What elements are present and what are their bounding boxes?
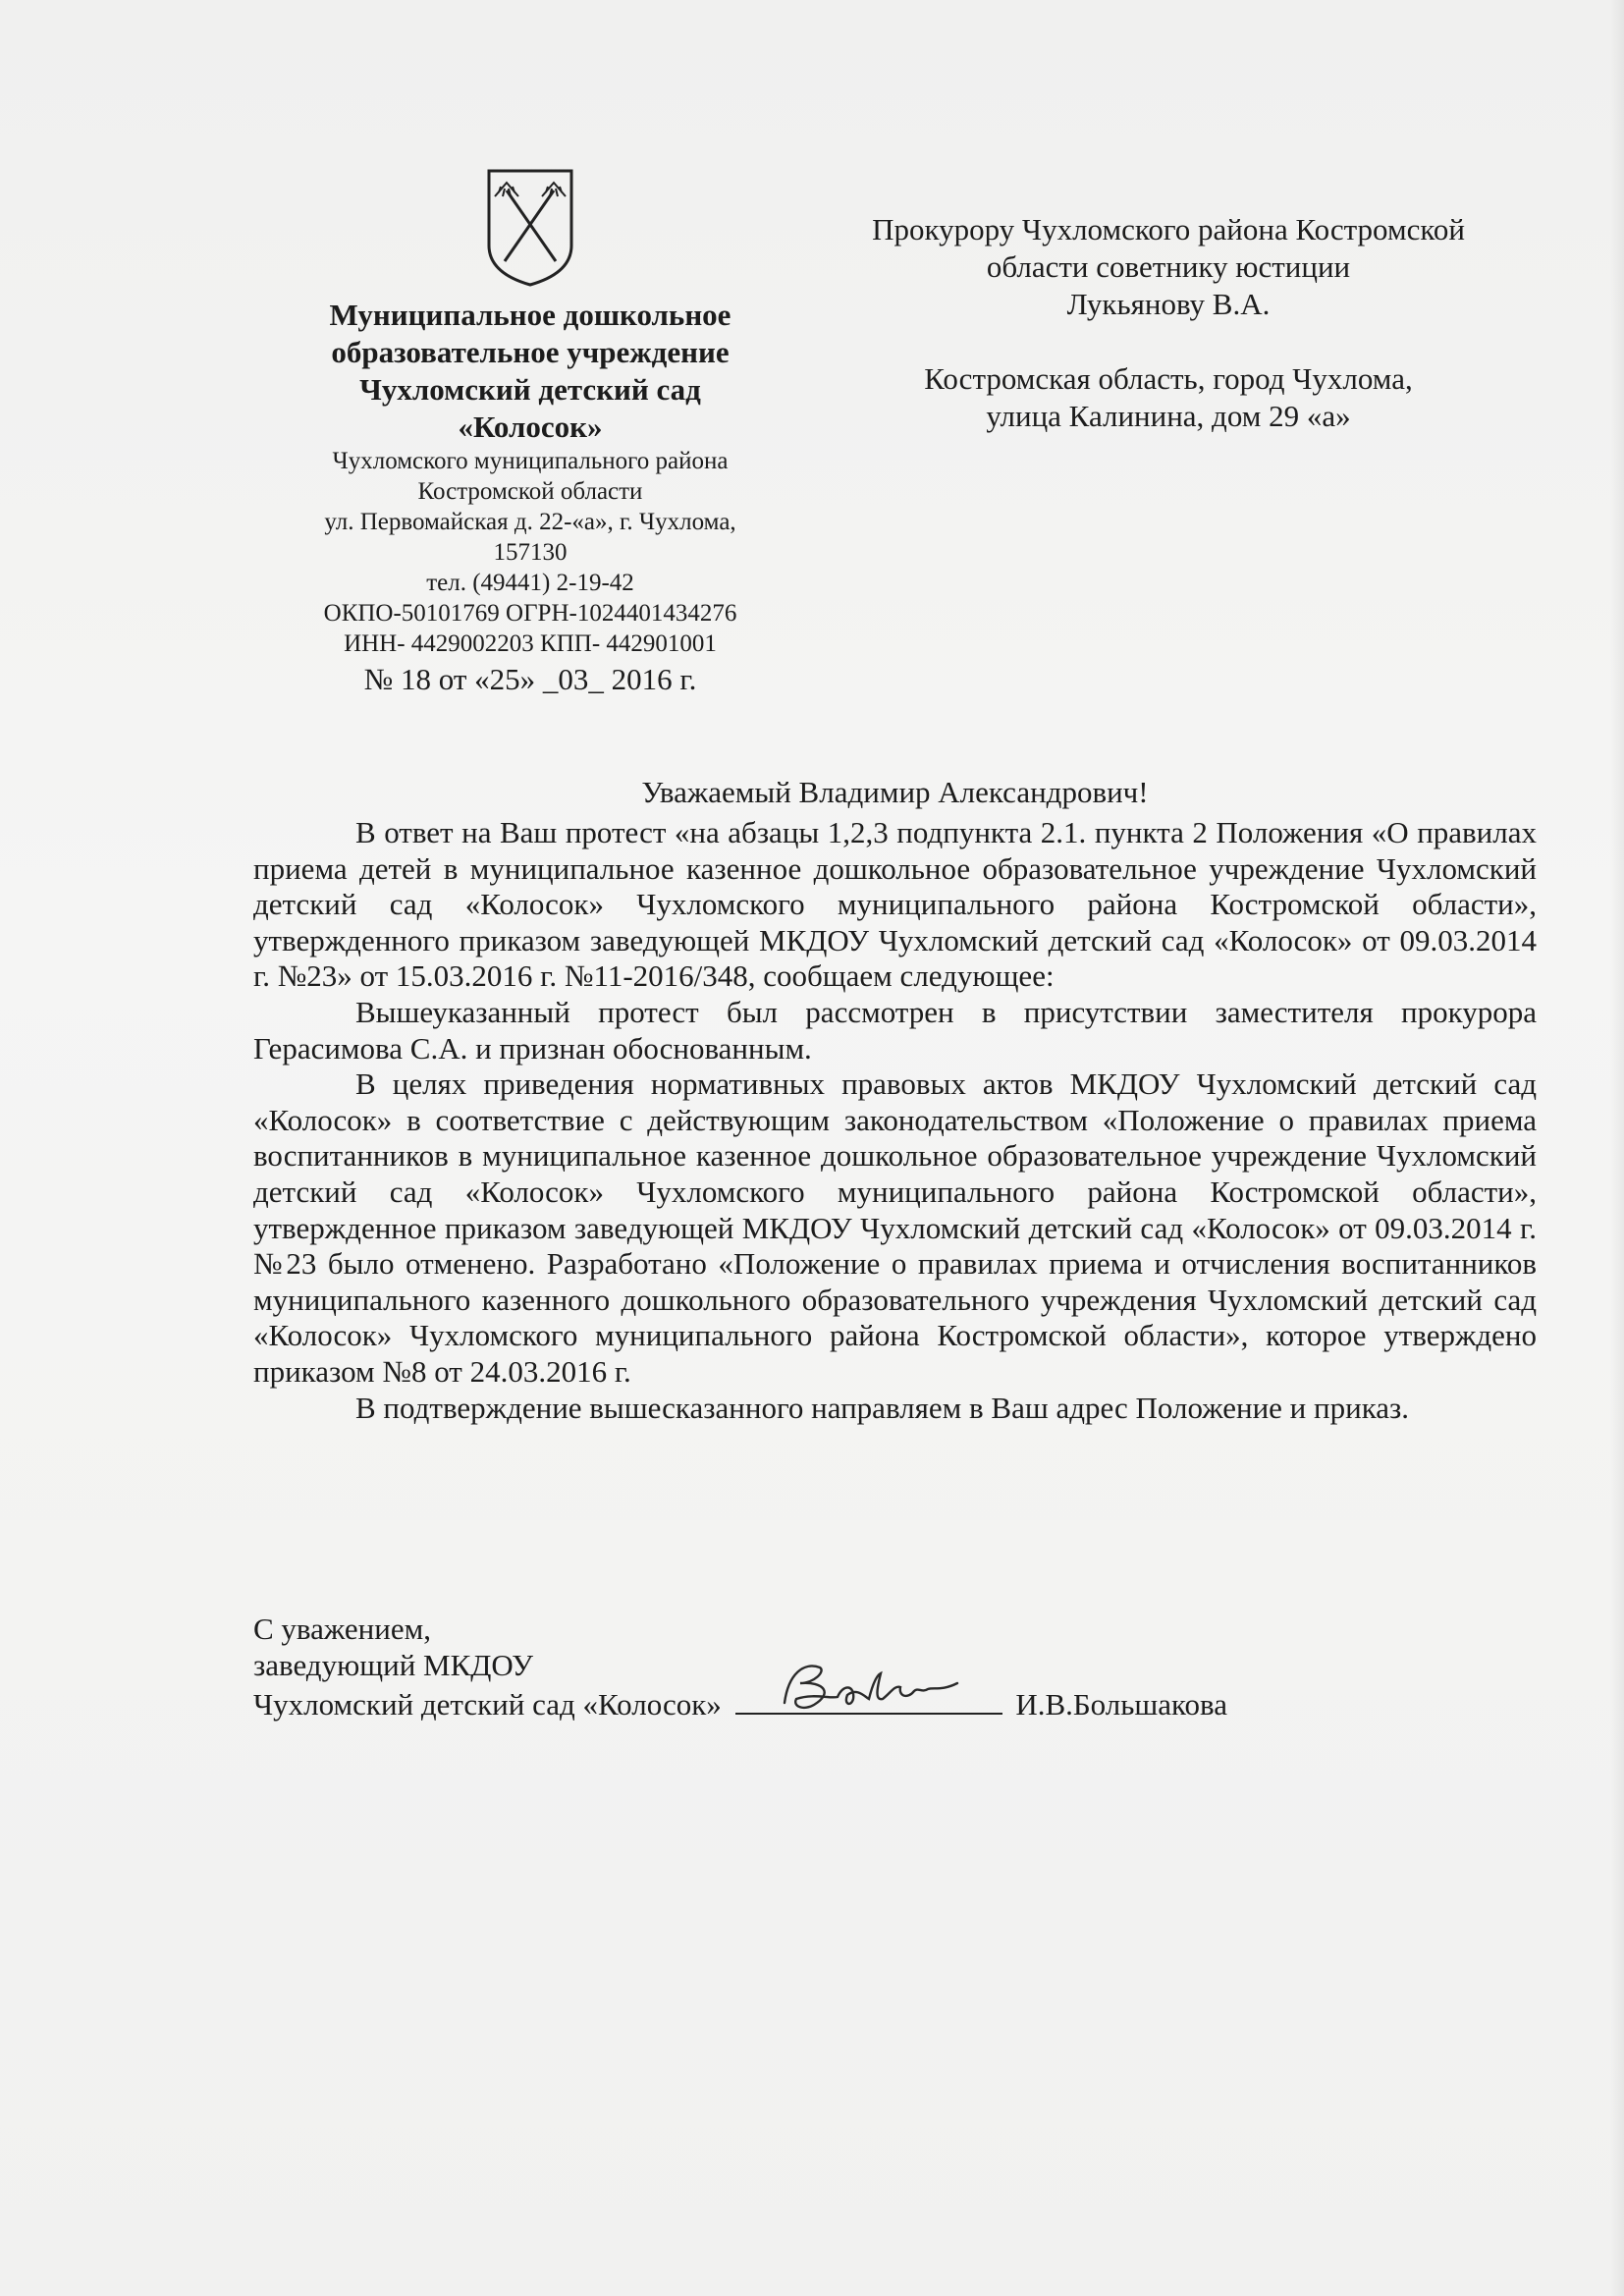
- org-detail-line: 157130: [493, 539, 568, 566]
- closing-block: [253, 1611, 1537, 1722]
- org-detail-line: Чухломского муниципального района: [332, 448, 729, 474]
- body-paragraph: В ответ на Ваш протест «на абзацы 1,2,3 подпункта 2.1. пункта 2 Положения «О правилах приема детей в муниципальное казенное дошкольное образовательное учреждение Чухломский детский сад «Колосок» Чухломского муниципального района Костромской области», утвержденного приказом заведующей МКДОУ Чухломский детский сад «Колосок» от 09.03.2014 г. №23» от 15.03.2016 г. №11-2016/348, сообщаем следующее:: [253, 815, 1537, 994]
- closing-position: заведующий МКДОУ: [253, 1648, 534, 1682]
- outgoing-number: № 18 от «25» _03_ 2016 г.: [363, 662, 697, 696]
- scan-edge-shadow: [1610, 0, 1624, 2296]
- org-name-line: Муниципальное дошкольное: [329, 298, 731, 332]
- spacer: [835, 323, 1502, 360]
- org-detail-line: Костромской области: [417, 478, 643, 505]
- signer-name: И.В.Большакова: [1015, 1687, 1227, 1722]
- org-name-line: «Колосок»: [458, 410, 603, 444]
- recipient-line: области советнику юстиции: [986, 249, 1351, 284]
- org-detail-line: ИНН- 4429002203 КПП- 442901001: [344, 630, 717, 657]
- recipient-block: [835, 211, 1502, 435]
- handwritten-signature-icon: [775, 1654, 971, 1722]
- body-paragraph: В подтверждение вышесказанного направляем в Ваш адрес Положение и приказ.: [355, 1390, 1410, 1425]
- coat-of-arms-emblem-icon: [485, 167, 575, 289]
- letter-body: [253, 815, 1537, 1426]
- sender-block: [265, 167, 795, 698]
- recipient-address-line: улица Калинина, дом 29 «а»: [986, 399, 1351, 433]
- body-paragraph: В целях приведения нормативных правовых актов МКДОУ Чухломский детский сад «Колосок» в соответствие с действующим законодательством «Положение о правилах приема воспитанников в муниципальное казенное дошкольное образовательное учреждение Чухломский детский сад «Колосок» Чухломского муниципального района Костромской области», утвержденное приказом заведующей МКДОУ Чухломский детский сад «Колосок» от 09.03.2014 г. №23 было отменено. Разработано «Положение о правилах приема и отчисления воспитанников муниципального казенного дошкольного образовательного учреждения Чухломский детский сад «Колосок» Чухломского муниципального района Костромской области», которое утверждено приказом №8 от 24.03.2016 г.: [253, 1066, 1537, 1389]
- greeting: Уважаемый Владимир Александрович!: [641, 775, 1149, 809]
- recipient-line: Лукьянову В.А.: [1066, 287, 1271, 321]
- signature-line: [735, 1683, 1002, 1715]
- closing-organization: Чухломский детский сад «Колосок»: [253, 1687, 722, 1722]
- body-paragraph: Вышеуказанный протест был рассмотрен в присутствии заместителя прокурора Герасимова С.А. и признан обоснованным.: [253, 994, 1537, 1066]
- signature-row: [253, 1683, 1537, 1722]
- org-detail-line: ул. Первомайская д. 22-«а», г. Чухлома,: [324, 509, 736, 535]
- org-detail-line: ОКПО-50101769 ОГРН-1024401434276: [323, 600, 737, 627]
- org-name-line: Чухломский детский сад: [359, 372, 701, 407]
- org-detail-line: тел. (49441) 2-19-42: [426, 570, 634, 596]
- closing-salutation: С уважением,: [253, 1612, 431, 1646]
- recipient-address-line: Костромская область, город Чухлома,: [924, 361, 1413, 396]
- recipient-line: Прокурору Чухломского района Костромской: [872, 212, 1465, 246]
- org-name-line: образовательное учреждение: [331, 335, 730, 369]
